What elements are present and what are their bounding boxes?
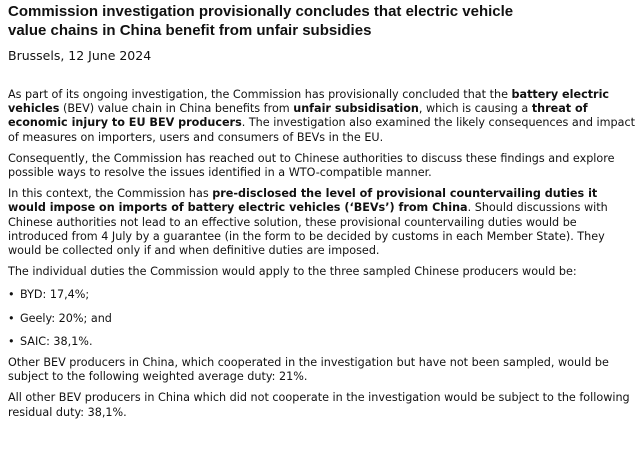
- paragraph-findings: [8, 88, 636, 145]
- p3-bold-duties: pre-disclosed the level of provisional countervailing duties it would impose on imports of battery electric vehicles (‘BEVs’) from China: [8, 187, 598, 215]
- duty-saic: SAIC: 38,1%.: [20, 334, 93, 348]
- p1-text-c: (BEV) value chain in China benefits from: [59, 102, 294, 116]
- p3-text-a: In this context, the Commission has: [8, 187, 213, 201]
- title-line-2: value chains in China benefit from unfair subsidies: [8, 22, 372, 39]
- p3-text-c: . Should discussions with Chinese authorities not lead to an effective solution, these provisional countervailing duties would be introduced from 4 July by a guarantee (in the form to be decided by customs in each Member State). They would be collected only if and when definitive duties are imposed.: [8, 201, 608, 258]
- duty-byd: BYD: 17,4%;: [20, 288, 90, 302]
- dateline: Brussels, 12 June 2024: [8, 48, 152, 63]
- bullet-icon: •: [8, 288, 15, 302]
- p1-text-e: , which is causing a: [418, 102, 532, 116]
- paragraph-outreach: Consequently, the Commission has reached out to Chinese authorities to discuss these findings and explore possible ways to resolve the issues identified in a WTO-compatible manner.: [8, 151, 615, 180]
- paragraph-predisclosure: [8, 187, 636, 258]
- title-line-1: Commission investigation provisionally concludes that electric vehicle: [8, 3, 514, 20]
- duty-geely: Geely: 20%; and: [20, 311, 112, 325]
- page-title: [8, 2, 636, 40]
- p1-bold-subsidisation: unfair subsidisation: [293, 102, 419, 116]
- list-item: [8, 288, 636, 302]
- bullet-icon: •: [8, 311, 15, 325]
- p1-text-g: . The investigation also examined the likely consequences and impact of measures on importers, users and consumers of BEVs in the EU.: [8, 116, 636, 144]
- p1-bold-threat: threat of economic injury to EU BEV producers: [8, 102, 588, 130]
- paragraph-individual-duties: The individual duties the Commission would apply to the three sampled Chinese producers would be:: [8, 265, 577, 279]
- paragraph-weighted-duty: Other BEV producers in China, which cooperated in the investigation but have not been sampled, would be subject to the following weighted average duty: 21%.: [8, 356, 609, 384]
- press-release: [8, 2, 636, 420]
- bullet-icon: •: [8, 334, 15, 348]
- paragraph-residual-duty: All other BEV producers in China which did not cooperate in the investigation would be subject to the following residual duty: 38,1%.: [8, 391, 630, 419]
- p1-text-a: As part of its ongoing investigation, the Commission has provisionally concluded that the: [8, 88, 512, 101]
- list-item: [8, 312, 636, 326]
- list-item: [8, 335, 636, 349]
- p1-bold-bev: battery electric vehicles: [8, 88, 610, 116]
